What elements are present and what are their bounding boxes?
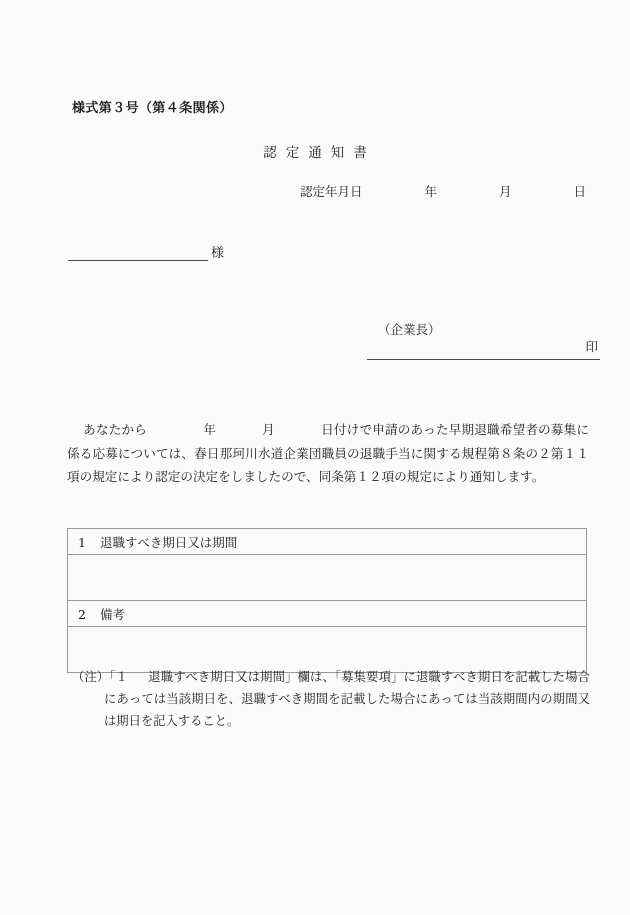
entry-value-cell-1[interactable] bbox=[68, 555, 587, 601]
footnote-text: 退職すべき期日又は期間」欄は、「募集要項」に退職すべき期日を記載した場合にあっては当該期日を、退職すべき期間を記載した場合にあっては当該期間内の期間又は期日を記入すること。 bbox=[104, 670, 590, 728]
entry-label-1: 退職すべき期日又は期間 bbox=[99, 534, 238, 550]
certification-date-label: 認定年月日 bbox=[300, 184, 363, 199]
addressee-line bbox=[68, 240, 224, 261]
certification-date-day[interactable]: 日 bbox=[573, 184, 587, 199]
entry-index-2: 2 bbox=[78, 606, 86, 622]
entry-label-cell-1 bbox=[68, 529, 587, 555]
body-main-text: 日付けで申請のあった早期退職希望者の募集に係る応募については、春日那珂川水道企業団職員の退職手当に関する規程第８条の２第１１項の規定により認定の決定をしましたので、同条第１２項の規定により通知します。 bbox=[67, 422, 590, 484]
addressee-name-field[interactable] bbox=[68, 240, 208, 261]
entry-label-2: 備考 bbox=[99, 606, 125, 622]
entry-index-1: 1 bbox=[78, 534, 86, 550]
certification-date-line bbox=[300, 182, 586, 200]
seal-mark: 印 bbox=[585, 339, 598, 354]
certification-date-month[interactable]: 月 bbox=[499, 184, 512, 199]
issuer-title: （企業長） bbox=[378, 322, 441, 337]
body-paragraph bbox=[67, 418, 589, 489]
table-row bbox=[68, 529, 587, 555]
document-title: 認定通知書 bbox=[263, 145, 376, 161]
entry-table bbox=[67, 528, 587, 673]
issuer-signature-block bbox=[367, 340, 600, 360]
body-date-year[interactable]: 年 bbox=[203, 422, 216, 437]
footnote-marker: （注）「１ bbox=[72, 670, 129, 684]
certification-date-year[interactable]: 年 bbox=[424, 184, 438, 199]
table-row bbox=[68, 601, 587, 627]
form-number: 様式第３号（第４条関係） bbox=[72, 101, 233, 116]
body-date-month[interactable]: 月 bbox=[262, 422, 275, 437]
addressee-honorific: 様 bbox=[211, 246, 225, 261]
body-line-prefix: あなたから bbox=[83, 422, 148, 437]
table-row bbox=[68, 555, 587, 601]
footnote bbox=[72, 666, 590, 732]
entry-label-cell-2 bbox=[68, 601, 587, 627]
issuer-signature-field[interactable] bbox=[367, 354, 600, 360]
